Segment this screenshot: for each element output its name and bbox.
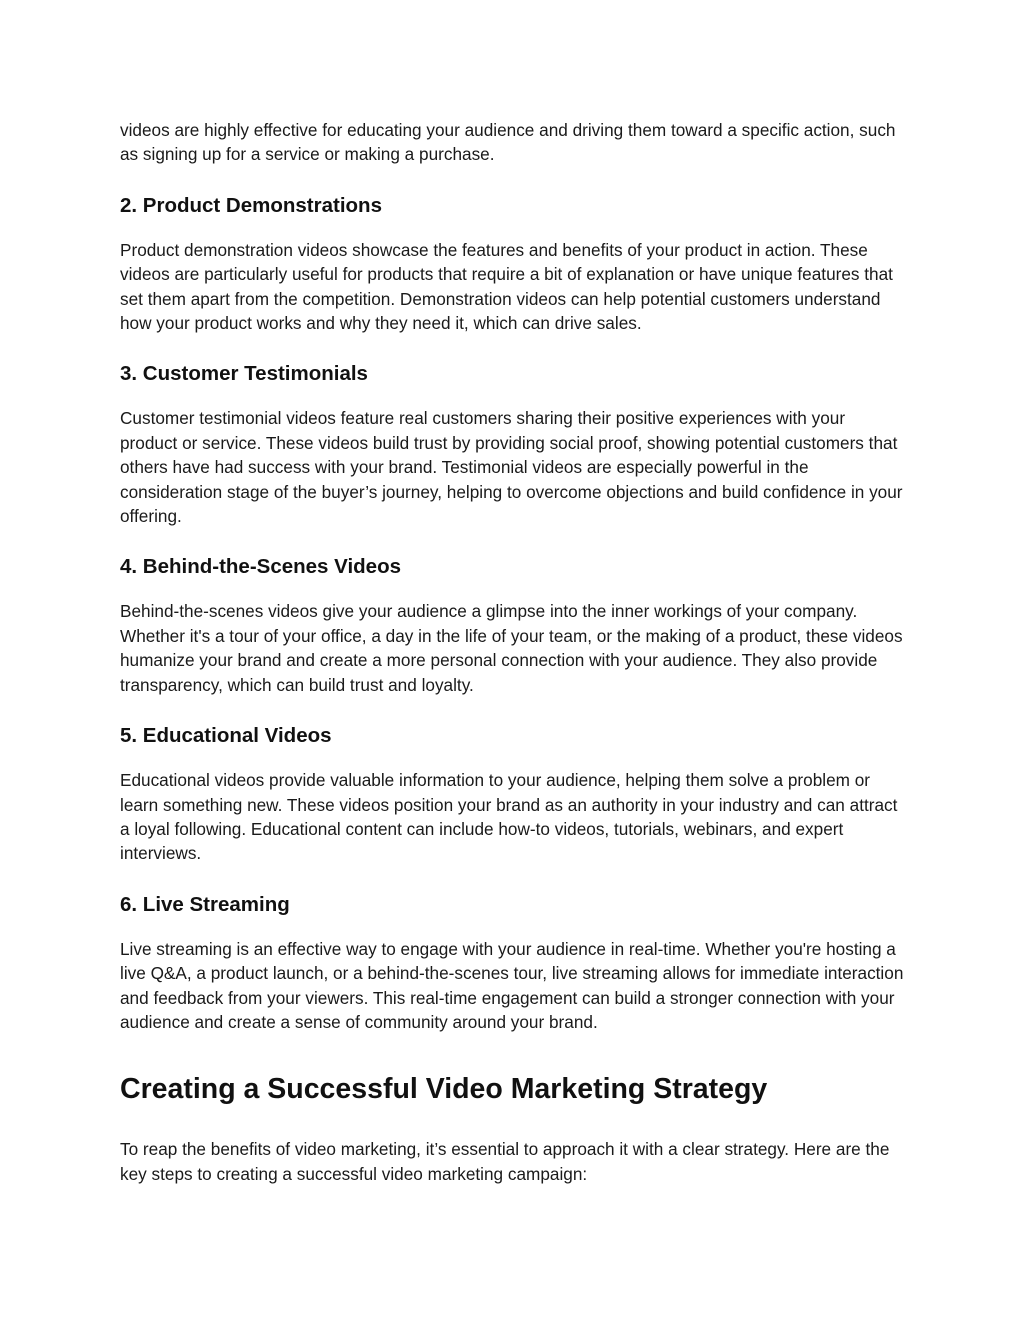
section-paragraph: Educational videos provide valuable information to your audience, helping them solve a problem or learn something new. These videos position your brand as an authority in your industry and can attract a loyal following. Educational content can include how-to videos, tutorials, webinars, and expert interviews.	[120, 770, 898, 864]
section-paragraph: Product demonstration videos showcase the features and benefits of your product in action. These videos are particularly useful for products that require a bit of explanation or have unique features that set them apart from the competition. Demonstration videos can help potential customers understand how your product works and why they need it, which can drive sales.	[120, 239, 893, 334]
section-live-streaming	[120, 892, 904, 1035]
section-paragraph: Behind-the-scenes videos give your audience a glimpse into the inner workings of your company. Whether it's a tour of your office, a day in the life of your team, or the making of a product, these videos humanize your brand and create a more personal connection with your audience. They also provide transparency, which can build trust and loyalty.	[120, 601, 903, 695]
strategy-heading: Creating a Successful Video Marketing Strategy	[120, 1073, 768, 1106]
section-product-demonstrations	[120, 193, 904, 336]
section-heading: 2. Product Demonstrations	[120, 193, 382, 217]
section-heading: 5. Educational Videos	[120, 724, 332, 748]
intro-paragraph: videos are highly effective for educating your audience and driving them toward a specific action, such as signing up for a service or making a purchase.	[120, 120, 896, 165]
section-educational-videos	[120, 723, 904, 866]
section-paragraph: Live streaming is an effective way to engage with your audience in real-time. Whether you're hosting a live Q&A, a product launch, or a behind-the-scenes tour, live streaming allows for immediate interaction and feedback from your viewers. This real-time engagement can build a stronger connection with your audience and create a sense of community around your brand.	[120, 938, 904, 1032]
strategy-paragraph: To reap the benefits of video marketing, it’s essential to approach it with a clear strategy. Here are the key steps to creating a successful video marketing campaign:	[120, 1139, 890, 1184]
section-heading: 4. Behind-the-Scenes Videos	[120, 555, 402, 579]
section-paragraph: Customer testimonial videos feature real customers sharing their positive experiences with your product or service. These videos build trust by providing social proof, showing potential customers that others have had success with your brand. Testimonial videos are especially powerful in the consideration stage of the buyer’s journey, helping to overcome objections and build confidence in your offering.	[120, 408, 903, 527]
section-heading: 3. Customer Testimonials	[120, 362, 368, 386]
section-customer-testimonials	[120, 361, 904, 528]
section-heading: 6. Live Streaming	[120, 892, 290, 916]
section-behind-the-scenes	[120, 554, 904, 697]
